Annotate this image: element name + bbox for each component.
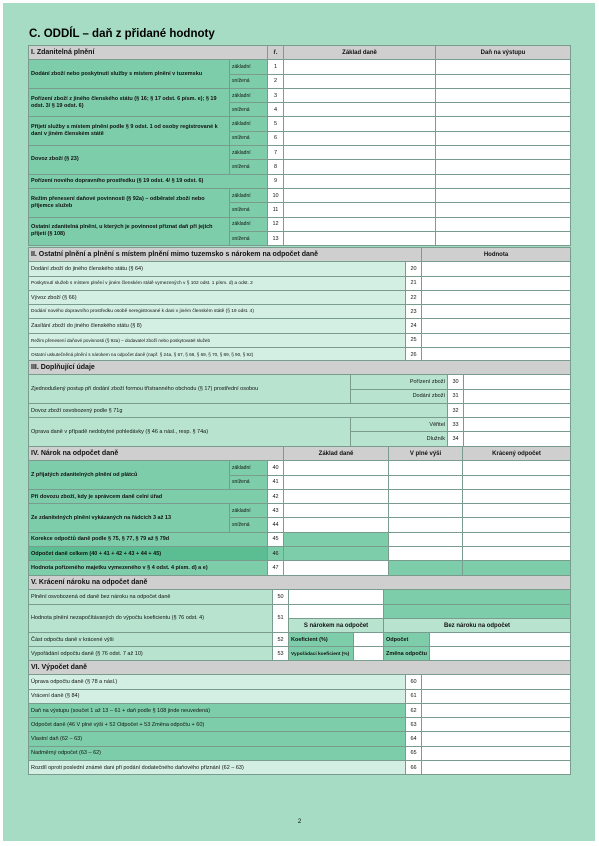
- row-number: 7: [268, 146, 284, 160]
- value-input[interactable]: [422, 689, 571, 703]
- without-deduction-header: Bez nároku na odpočet: [384, 618, 571, 632]
- row-number: 41: [268, 475, 284, 489]
- full-input[interactable]: [389, 475, 463, 489]
- row-number: 61: [406, 689, 422, 703]
- s3-row-label: Oprava daně v případě nedobytné pohledávky (§ 46 a násl., resp. § 74a): [29, 418, 351, 447]
- value-input[interactable]: [464, 418, 571, 432]
- value-input[interactable]: [464, 389, 571, 403]
- s6-row-label: Úprava odpočtu daně (§ 78 a násl.): [29, 675, 406, 689]
- row-number: 52: [273, 633, 289, 647]
- row-number: 42: [268, 489, 284, 503]
- base-header: Základ daně: [284, 46, 436, 60]
- row-number: 2: [268, 74, 284, 88]
- blank-cell: [384, 590, 571, 604]
- s2-row-label: Dodání nového dopravního prostředku osobě neregistrované k dani v jiném členském státě (§ 19 odst. 4): [29, 305, 406, 319]
- row-number: 64: [406, 732, 422, 746]
- s1-row-label: Dodání zboží nebo poskytnutí služby s místem plnění v tuzemsku: [29, 60, 230, 89]
- value-header: Hodnota: [422, 248, 571, 262]
- row-number: 6: [268, 131, 284, 145]
- base-input[interactable]: [284, 217, 436, 231]
- value-input[interactable]: [422, 305, 571, 319]
- section-5-title: V. Krácení nároku na odpočet daně: [29, 576, 571, 590]
- base-input[interactable]: [284, 489, 389, 503]
- base-input[interactable]: [284, 231, 436, 245]
- row-number: 10: [268, 188, 284, 202]
- full-input[interactable]: [389, 489, 463, 503]
- row-number: 31: [448, 389, 464, 403]
- base-input[interactable]: [284, 88, 436, 102]
- full-input[interactable]: [389, 518, 463, 532]
- row-number: 50: [273, 590, 289, 604]
- section-1-title: I. Zdanitelná plnění: [29, 46, 268, 60]
- row-number-header: ř.: [268, 46, 284, 60]
- s5-row-label: Část odpočtu daně v krácené výši: [29, 633, 273, 647]
- rate-label: základní: [230, 60, 268, 74]
- value-input[interactable]: [464, 403, 571, 417]
- deduction-label: Odpočet: [384, 633, 430, 647]
- blank-cell: [384, 604, 571, 618]
- tax-input[interactable]: [436, 203, 571, 217]
- s5-row-label: Vypořádání odpočtu daně (§ 76 odst. 7 až 10): [29, 647, 273, 661]
- reduced-input[interactable]: [463, 532, 571, 546]
- s1-row-label: Pořízení nového dopravního prostředku (§ 19 odst. 4/ § 19 odst. 6): [29, 174, 268, 188]
- row-number: 8: [268, 160, 284, 174]
- rate-label: základní: [230, 504, 268, 518]
- s5-row-label: Hodnota plnění nezapočítávaných do výpočtu koeficientu (§ 76 odst. 4): [29, 604, 273, 633]
- tax-input[interactable]: [436, 74, 571, 88]
- s3-sub-label: Dlužník: [351, 432, 448, 446]
- rate-label: základní: [230, 146, 268, 160]
- coefficient-input[interactable]: [354, 633, 384, 647]
- s4-row-label: Odpočet daně celkem (40 + 41 + 42 + 43 + 44 + 45): [29, 547, 268, 561]
- s6-row-label: Vrácení daně (§ 84): [29, 689, 406, 703]
- reduced-input[interactable]: [463, 475, 571, 489]
- full-input[interactable]: [389, 504, 463, 518]
- reduced-input[interactable]: [463, 504, 571, 518]
- s1-row-label: Dovoz zboží (§ 23): [29, 146, 230, 175]
- value-input[interactable]: [464, 432, 571, 446]
- value-input[interactable]: [464, 375, 571, 389]
- row-number: 66: [406, 761, 422, 775]
- row-number: 1: [268, 60, 284, 74]
- s2-row-label: Zasílání zboží do jiného členského státu (§ 8): [29, 319, 406, 333]
- base-input[interactable]: [284, 203, 436, 217]
- s4-row-label: Při dovozu zboží, kdy je správcem daně celní úřad: [29, 489, 268, 503]
- s1-row-label: Režim přenesení daňové povinnosti (§ 92a) – odběratel zboží nebo příjemce služeb: [29, 188, 230, 217]
- tax-input[interactable]: [436, 160, 571, 174]
- row-number: 47: [268, 561, 284, 575]
- value-input[interactable]: [422, 675, 571, 689]
- s4-row-label: Hodnota pořízeného majetku vymezeného v § 4 odst. 4 písm. d) a e): [29, 561, 268, 575]
- tax-input[interactable]: [436, 174, 571, 188]
- row-number: 4: [268, 103, 284, 117]
- row-number: 63: [406, 718, 422, 732]
- page-title: C. ODDÍL – daň z přidané hodnoty: [29, 28, 215, 40]
- page-number: 2: [297, 819, 302, 825]
- tax-input[interactable]: [436, 103, 571, 117]
- reduced-input[interactable]: [463, 489, 571, 503]
- base-input[interactable]: [284, 146, 436, 160]
- base-input[interactable]: [284, 74, 436, 88]
- base-input[interactable]: [284, 174, 436, 188]
- value-input[interactable]: [289, 604, 384, 618]
- section-3-table: [28, 360, 571, 447]
- section-2-table: [28, 247, 571, 362]
- row-number: 60: [406, 675, 422, 689]
- base-input[interactable]: [284, 188, 436, 202]
- s6-row-label: Nadměrný odpočet (63 – 62): [29, 746, 406, 760]
- reduced-disabled: [463, 561, 571, 575]
- value-input[interactable]: [422, 333, 571, 347]
- base-input[interactable]: [284, 518, 389, 532]
- base-input[interactable]: [284, 561, 389, 575]
- row-number: 21: [406, 276, 422, 290]
- s3-sub-label: Pořízení zboží: [351, 375, 448, 389]
- value-input[interactable]: [422, 319, 571, 333]
- section-6-table: [28, 660, 571, 775]
- value-input[interactable]: [289, 590, 384, 604]
- row-number: 12: [268, 217, 284, 231]
- base-input[interactable]: [284, 60, 436, 74]
- row-number: 43: [268, 504, 284, 518]
- s1-row-label: Ostatní zdanitelná plnění, u kterých je povinnost přiznat daň při jejich přijetí (§ 108): [29, 217, 230, 246]
- base-input[interactable]: [284, 117, 436, 131]
- s5-row-label: Plnění osvobozená od daně bez nároku na odpočet daně: [29, 590, 273, 604]
- section-2-title: II. Ostatní plnění a plnění s místem plnění mimo tuzemsko s nárokem na odpočet daně: [29, 248, 422, 262]
- row-number: 23: [406, 305, 422, 319]
- row-number: 9: [268, 174, 284, 188]
- settlement-coefficient-label: Vypořádací koeficient (%): [289, 647, 354, 661]
- reduced-header: Krácený odpočet: [463, 447, 571, 461]
- row-number: 45: [268, 532, 284, 546]
- rate-label: základní: [230, 88, 268, 102]
- tax-input[interactable]: [436, 231, 571, 245]
- tax-input[interactable]: [436, 188, 571, 202]
- row-number: 53: [273, 647, 289, 661]
- row-number: 30: [448, 375, 464, 389]
- base-input[interactable]: [284, 131, 436, 145]
- base-input[interactable]: [284, 475, 389, 489]
- s4-row-label: Korekce odpočtů daně podle § 75, § 77, § 79 až § 79d: [29, 532, 268, 546]
- tax-header: Daň na výstupu: [436, 46, 571, 60]
- s4-row-label: Ze zdanitelných plnění vykázaných na řádcích 3 až 13: [29, 504, 230, 533]
- rate-label: snížená: [230, 103, 268, 117]
- s6-row-label: Rozdíl oproti poslední známé dani při podání dodatečného daňového přiznání (62 – 63): [29, 761, 406, 775]
- s4-row-label: Z přijatých zdanitelných plnění od plátců: [29, 461, 230, 490]
- s3-row-label: Dovoz zboží osvobozený podle § 71g: [29, 403, 448, 417]
- row-number: 13: [268, 231, 284, 245]
- row-number: 22: [406, 290, 422, 304]
- base-input[interactable]: [284, 504, 389, 518]
- s6-row-label: Odpočet daně (46 V plné výši + 52 Odpočet + 53 Změna odpočtu + 60): [29, 718, 406, 732]
- deduction-input[interactable]: [430, 633, 571, 647]
- row-number: 33: [448, 418, 464, 432]
- rate-label: snížená: [230, 203, 268, 217]
- tax-input[interactable]: [436, 60, 571, 74]
- s3-sub-label: Věřitel: [351, 418, 448, 432]
- s2-row-label: Dodání zboží do jiného členského státu (§ 64): [29, 262, 406, 276]
- row-number: 62: [406, 703, 422, 717]
- section-3-title: III. Doplňující údaje: [29, 361, 571, 375]
- tax-input[interactable]: [436, 131, 571, 145]
- row-number: 51: [273, 604, 289, 633]
- value-input[interactable]: [422, 262, 571, 276]
- reduced-input[interactable]: [463, 547, 571, 561]
- tax-input[interactable]: [436, 88, 571, 102]
- value-input[interactable]: [422, 746, 571, 760]
- row-number: 26: [406, 348, 422, 362]
- row-number: 32: [448, 403, 464, 417]
- full-header: V plné výši: [389, 447, 463, 461]
- s2-row-label: Ostatní uskutečněná plnění s nárokem na odpočet daně (např. § 24a, § 67, § 68, § 69, § 70, § 89, § 90, § 92): [29, 348, 406, 362]
- s2-row-label: Vývoz zboží (§ 66): [29, 290, 406, 304]
- rate-label: snížená: [230, 160, 268, 174]
- section-4-table: [28, 446, 571, 576]
- tax-input[interactable]: [436, 217, 571, 231]
- s6-row-label: Daň na výstupu (součet 1 až 13 – 61 + daň podle § 108 jinde neuvedená): [29, 703, 406, 717]
- s3-sub-label: Dodání zboží: [351, 389, 448, 403]
- base-input[interactable]: [284, 103, 436, 117]
- row-number: 40: [268, 461, 284, 475]
- rate-label: základní: [230, 188, 268, 202]
- base-header: Základ daně: [284, 447, 389, 461]
- row-number: 65: [406, 746, 422, 760]
- s1-row-label: Pořízení zboží z jiného členského státu (§ 16; § 17 odst. 6 písm. e); § 19 odst. 3/ § 19 odst. 6): [29, 88, 230, 117]
- rate-label: snížená: [230, 231, 268, 245]
- row-number: 5: [268, 117, 284, 131]
- section-4-title: IV. Nárok na odpočet daně: [29, 447, 284, 461]
- reduced-input[interactable]: [463, 461, 571, 475]
- section-5-table: [28, 575, 571, 662]
- row-number: 34: [448, 432, 464, 446]
- base-disabled: [284, 547, 389, 561]
- tax-input[interactable]: [436, 146, 571, 160]
- rate-label: základní: [230, 461, 268, 475]
- row-number: 3: [268, 88, 284, 102]
- base-input[interactable]: [284, 461, 389, 475]
- s3-row-label: Zjednodušený postup při dodání zboží formou třístranného obchodu (§ 17) prostřední osobou: [29, 375, 351, 404]
- row-number: 24: [406, 319, 422, 333]
- s2-row-label: Režim přenesení daňové povinnosti (§ 92a) – dodavatel zboží nebo poskytovatel služeb: [29, 333, 406, 347]
- rate-label: základní: [230, 117, 268, 131]
- with-deduction-header: S nárokem na odpočet: [289, 618, 384, 632]
- base-disabled: [284, 532, 389, 546]
- value-input[interactable]: [422, 276, 571, 290]
- rate-label: základní: [230, 217, 268, 231]
- row-number: 44: [268, 518, 284, 532]
- full-input[interactable]: [389, 532, 463, 546]
- rate-label: snížená: [230, 74, 268, 88]
- full-disabled: [389, 561, 463, 575]
- full-input[interactable]: [389, 547, 463, 561]
- value-input[interactable]: [422, 290, 571, 304]
- rate-label: snížená: [230, 475, 268, 489]
- rate-label: snížená: [230, 131, 268, 145]
- s6-row-label: Vlastní daň (62 – 63): [29, 732, 406, 746]
- value-input[interactable]: [422, 703, 571, 717]
- value-input[interactable]: [422, 761, 571, 775]
- coefficient-label: Koeficient (%): [289, 633, 354, 647]
- base-input[interactable]: [284, 160, 436, 174]
- row-number: 20: [406, 262, 422, 276]
- value-input[interactable]: [422, 732, 571, 746]
- row-number: 46: [268, 547, 284, 561]
- s2-row-label: Poskytnutí služeb s místem plnění v jiném členském státě vymezených v § 102 odst. 1 písm. d) a odst. 2: [29, 276, 406, 290]
- full-input[interactable]: [389, 461, 463, 475]
- section-1-table: [28, 45, 571, 246]
- value-input[interactable]: [422, 718, 571, 732]
- rate-label: snížená: [230, 518, 268, 532]
- s1-row-label: Přijetí služby s místem plnění podle § 9 odst. 1 od osoby registrované k dani v jiném členském státě: [29, 117, 230, 146]
- row-number: 25: [406, 333, 422, 347]
- tax-input[interactable]: [436, 117, 571, 131]
- reduced-input[interactable]: [463, 518, 571, 532]
- row-number: 11: [268, 203, 284, 217]
- section-6-title: VI. Výpočet daně: [29, 661, 571, 675]
- deduction-change-label: Změna odpočtu: [384, 647, 430, 661]
